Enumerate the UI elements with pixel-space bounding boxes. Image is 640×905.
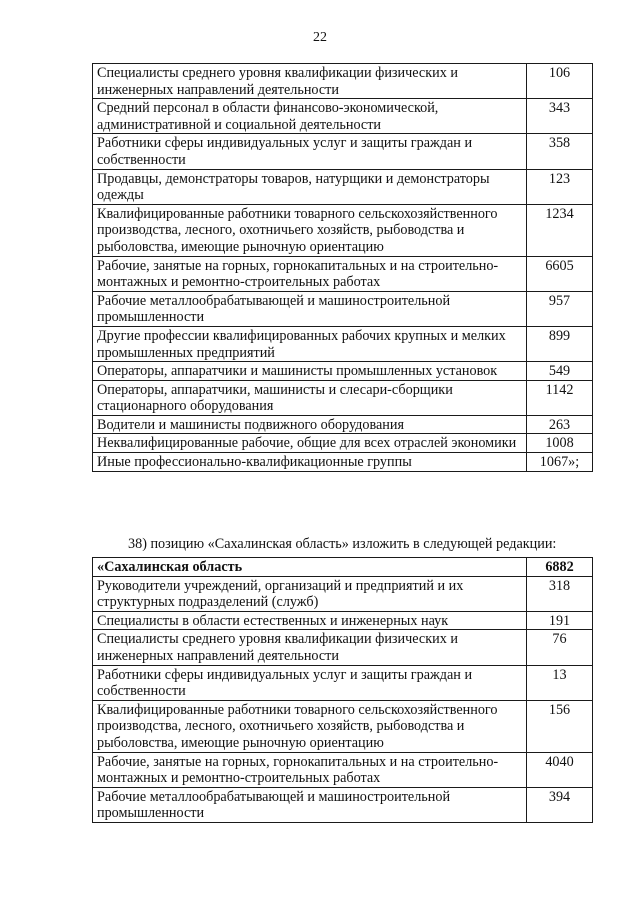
region-header-row [93, 558, 593, 577]
row-name: Неквалифицированные рабочие, общие для всех отраслей экономики [93, 434, 527, 453]
sakhalin-region-table [92, 557, 593, 823]
row-value: 1142 [527, 380, 593, 415]
row-name: Рабочие металлообрабатывающей и машиностроительной промышленности [93, 291, 527, 326]
row-name: Водители и машинисты подвижного оборудования [93, 415, 527, 434]
row-name: Средний персонал в области финансово-экономической, административной и социальной деятельности [93, 99, 527, 134]
table-row [93, 434, 593, 453]
table-1-body [93, 64, 593, 472]
table-2-body [93, 558, 593, 823]
table-row [93, 611, 593, 630]
row-value: 6605 [527, 256, 593, 291]
row-value: 4040 [527, 752, 593, 787]
table-row [93, 326, 593, 361]
row-value: 76 [527, 630, 593, 665]
table-row [93, 64, 593, 99]
row-value: 549 [527, 362, 593, 381]
table-row [93, 169, 593, 204]
row-name: Другие профессии квалифицированных рабочих крупных и мелких промышленных предприятий [93, 326, 527, 361]
row-name: Квалифицированные работники товарного сельскохозяйственного производства, лесного, охотничьего хозяйств, рыбоводства и рыболовства, имеющие рыночную ориентацию [93, 700, 527, 752]
table-row [93, 134, 593, 169]
occupation-table-continued [92, 63, 593, 472]
table-row [93, 380, 593, 415]
row-name: Работники сферы индивидуальных услуг и защиты граждан и собственности [93, 134, 527, 169]
row-value: 13 [527, 665, 593, 700]
row-name: Рабочие, занятые на горных, горнокапитальных и на строительно-монтажных и ремонтно-строительных работах [93, 752, 527, 787]
row-name: Операторы, аппаратчики и машинисты промышленных установок [93, 362, 527, 381]
table-row [93, 204, 593, 256]
row-value: 1067»; [527, 453, 593, 472]
row-name: Рабочие, занятые на горных, горнокапитальных и на строительно-монтажных и ремонтно-строительных работах [93, 256, 527, 291]
row-name: Руководители учреждений, организаций и предприятий и их структурных подразделений (служб) [93, 576, 527, 611]
row-value: 1234 [527, 204, 593, 256]
table-row [93, 752, 593, 787]
row-name: Квалифицированные работники товарного сельскохозяйственного производства, лесного, охотничьего хозяйств, рыбоводства и рыболовства, имеющие рыночную ориентацию [93, 204, 527, 256]
row-value: 394 [527, 787, 593, 822]
row-name: Иные профессионально-квалификационные группы [93, 453, 527, 472]
region-total: 6882 [527, 558, 593, 577]
row-value: 263 [527, 415, 593, 434]
row-value: 358 [527, 134, 593, 169]
row-value: 123 [527, 169, 593, 204]
table-row [93, 415, 593, 434]
table-row [93, 700, 593, 752]
amendment-instruction: 38) позицию «Сахалинская область» изложить в следующей редакции: [128, 536, 557, 552]
row-value: 343 [527, 99, 593, 134]
table-row [93, 665, 593, 700]
row-name: Работники сферы индивидуальных услуг и защиты граждан и собственности [93, 665, 527, 700]
region-name: «Сахалинская область [93, 558, 527, 577]
row-name: Специалисты среднего уровня квалификации физических и инженерных направлений деятельности [93, 64, 527, 99]
row-name: Операторы, аппаратчики, машинисты и слесари-сборщики стационарного оборудования [93, 380, 527, 415]
row-value: 1008 [527, 434, 593, 453]
table-row [93, 787, 593, 822]
table-row [93, 291, 593, 326]
row-value: 899 [527, 326, 593, 361]
row-value: 957 [527, 291, 593, 326]
row-value: 156 [527, 700, 593, 752]
table-row [93, 99, 593, 134]
page-number: 22 [313, 30, 327, 45]
row-name: Продавцы, демонстраторы товаров, натурщики и демонстраторы одежды [93, 169, 527, 204]
row-value: 106 [527, 64, 593, 99]
row-name: Специалисты в области естественных и инженерных наук [93, 611, 527, 630]
row-value: 318 [527, 576, 593, 611]
row-value: 191 [527, 611, 593, 630]
table-row [93, 576, 593, 611]
table-row [93, 630, 593, 665]
table-row [93, 362, 593, 381]
table-row [93, 453, 593, 472]
table-row [93, 256, 593, 291]
row-name: Специалисты среднего уровня квалификации физических и инженерных направлений деятельности [93, 630, 527, 665]
row-name: Рабочие металлообрабатывающей и машиностроительной промышленности [93, 787, 527, 822]
